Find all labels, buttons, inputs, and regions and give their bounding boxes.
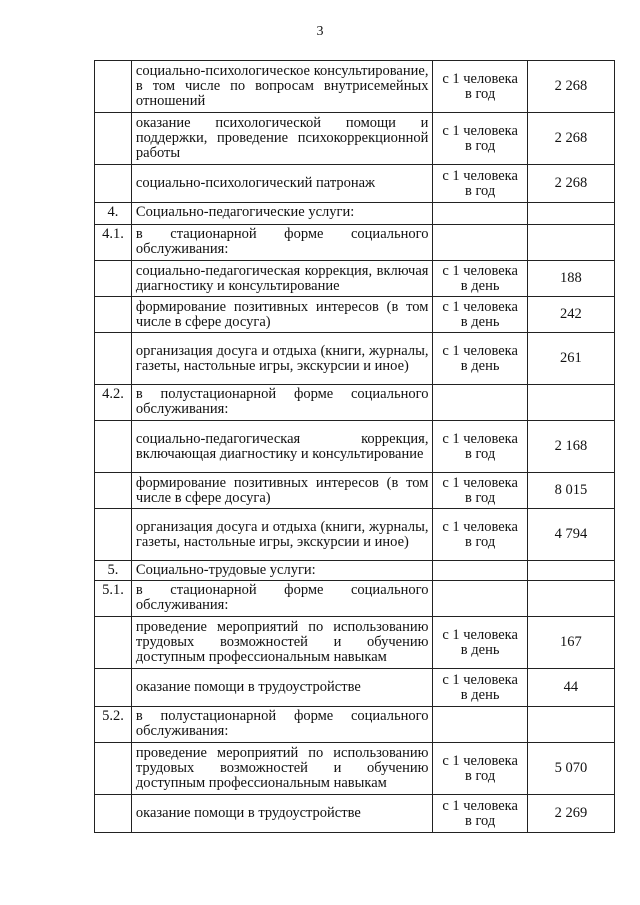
table-row: [95, 113, 615, 165]
table-row: [95, 297, 615, 333]
table-row: [95, 581, 615, 617]
service-description: оказание психологической помощи и поддержки, проведение психокоррекционной работы: [131, 113, 433, 165]
price-value: 4 794: [527, 509, 614, 561]
unit-of-measure: с 1 человека в день: [433, 261, 527, 297]
row-number: 4.2.: [95, 385, 132, 421]
service-description: оказание помощи в трудоустройстве: [131, 669, 433, 707]
table-row: [95, 669, 615, 707]
price-value: 2 269: [527, 795, 614, 833]
price-value: [527, 707, 614, 743]
service-description: оказание помощи в трудоустройстве: [131, 795, 433, 833]
row-number: [95, 165, 132, 203]
price-value: 8 015: [527, 473, 614, 509]
table-row: [95, 509, 615, 561]
service-description: в полустационарной форме социального обслуживания:: [131, 385, 433, 421]
unit-of-measure: с 1 человека в год: [433, 165, 527, 203]
table-row: [95, 795, 615, 833]
table-row: [95, 561, 615, 581]
price-value: 2 268: [527, 113, 614, 165]
unit-of-measure: с 1 человека в день: [433, 297, 527, 333]
service-description: в стационарной форме социального обслуживания:: [131, 581, 433, 617]
service-description: социально-психологическое консультирование, в том числе по вопросам внутрисемейных отношений: [131, 61, 433, 113]
row-number: [95, 473, 132, 509]
price-value: [527, 203, 614, 225]
row-number: 5.: [95, 561, 132, 581]
row-number: [95, 61, 132, 113]
unit-of-measure: с 1 человека в год: [433, 61, 527, 113]
row-number: [95, 261, 132, 297]
unit-of-measure: [433, 385, 527, 421]
price-value: 188: [527, 261, 614, 297]
table-row: [95, 617, 615, 669]
unit-of-measure: с 1 человека в год: [433, 113, 527, 165]
service-description: социально-педагогическая коррекция, включая диагностику и консультирование: [131, 261, 433, 297]
unit-of-measure: с 1 человека в год: [433, 473, 527, 509]
table-row: [95, 421, 615, 473]
row-number: [95, 509, 132, 561]
unit-of-measure: с 1 человека в день: [433, 333, 527, 385]
unit-of-measure: с 1 человека в год: [433, 509, 527, 561]
price-value: 5 070: [527, 743, 614, 795]
service-description: социально-педагогическая коррекция, включающая диагностику и консультирование: [131, 421, 433, 473]
table-row: [95, 707, 615, 743]
row-number: [95, 795, 132, 833]
price-value: [527, 385, 614, 421]
row-number: 5.2.: [95, 707, 132, 743]
service-description: в стационарной форме социального обслуживания:: [131, 225, 433, 261]
price-value: 2 168: [527, 421, 614, 473]
service-description: формирование позитивных интересов (в том числе в сфере досуга): [131, 473, 433, 509]
table-row: [95, 203, 615, 225]
row-number: 4.1.: [95, 225, 132, 261]
page-number: 3: [316, 24, 324, 39]
table-row: [95, 385, 615, 421]
price-value: [527, 581, 614, 617]
table-row: [95, 743, 615, 795]
service-description: проведение мероприятий по использованию трудовых возможностей и обучению доступным профессиональным навыкам: [131, 743, 433, 795]
price-value: 2 268: [527, 61, 614, 113]
row-number: [95, 743, 132, 795]
unit-of-measure: [433, 203, 527, 225]
unit-of-measure: [433, 561, 527, 581]
unit-of-measure: [433, 581, 527, 617]
row-number: [95, 297, 132, 333]
service-description: организация досуга и отдыха (книги, журналы, газеты, настольные игры, экскурсии и иное): [131, 333, 433, 385]
service-description: Социально-педагогические услуги:: [131, 203, 433, 225]
table-row: [95, 473, 615, 509]
table-row: [95, 333, 615, 385]
unit-of-measure: с 1 человека в день: [433, 617, 527, 669]
service-description: социально-психологический патронаж: [131, 165, 433, 203]
price-value: 167: [527, 617, 614, 669]
unit-of-measure: [433, 225, 527, 261]
row-number: 4.: [95, 203, 132, 225]
unit-of-measure: с 1 человека в год: [433, 795, 527, 833]
service-description: проведение мероприятий по использованию трудовых возможностей и обучению доступным профессиональным навыкам: [131, 617, 433, 669]
row-number: [95, 333, 132, 385]
table-row: [95, 225, 615, 261]
row-number: [95, 669, 132, 707]
service-description: организация досуга и отдыха (книги, журналы, газеты, настольные игры, экскурсии и иное): [131, 509, 433, 561]
price-value: 44: [527, 669, 614, 707]
service-description: в полустационарной форме социального обслуживания:: [131, 707, 433, 743]
service-description: формирование позитивных интересов (в том числе в сфере досуга): [131, 297, 433, 333]
table-row: [95, 165, 615, 203]
row-number: [95, 421, 132, 473]
table-row: [95, 61, 615, 113]
row-number: [95, 617, 132, 669]
price-value: 261: [527, 333, 614, 385]
price-value: [527, 225, 614, 261]
price-value: [527, 561, 614, 581]
table-row: [95, 261, 615, 297]
service-description: Социально-трудовые услуги:: [131, 561, 433, 581]
row-number: [95, 113, 132, 165]
price-value: 2 268: [527, 165, 614, 203]
unit-of-measure: с 1 человека в год: [433, 421, 527, 473]
unit-of-measure: с 1 человека в год: [433, 743, 527, 795]
unit-of-measure: [433, 707, 527, 743]
price-value: 242: [527, 297, 614, 333]
row-number: 5.1.: [95, 581, 132, 617]
services-price-table: [94, 60, 615, 833]
unit-of-measure: с 1 человека в день: [433, 669, 527, 707]
